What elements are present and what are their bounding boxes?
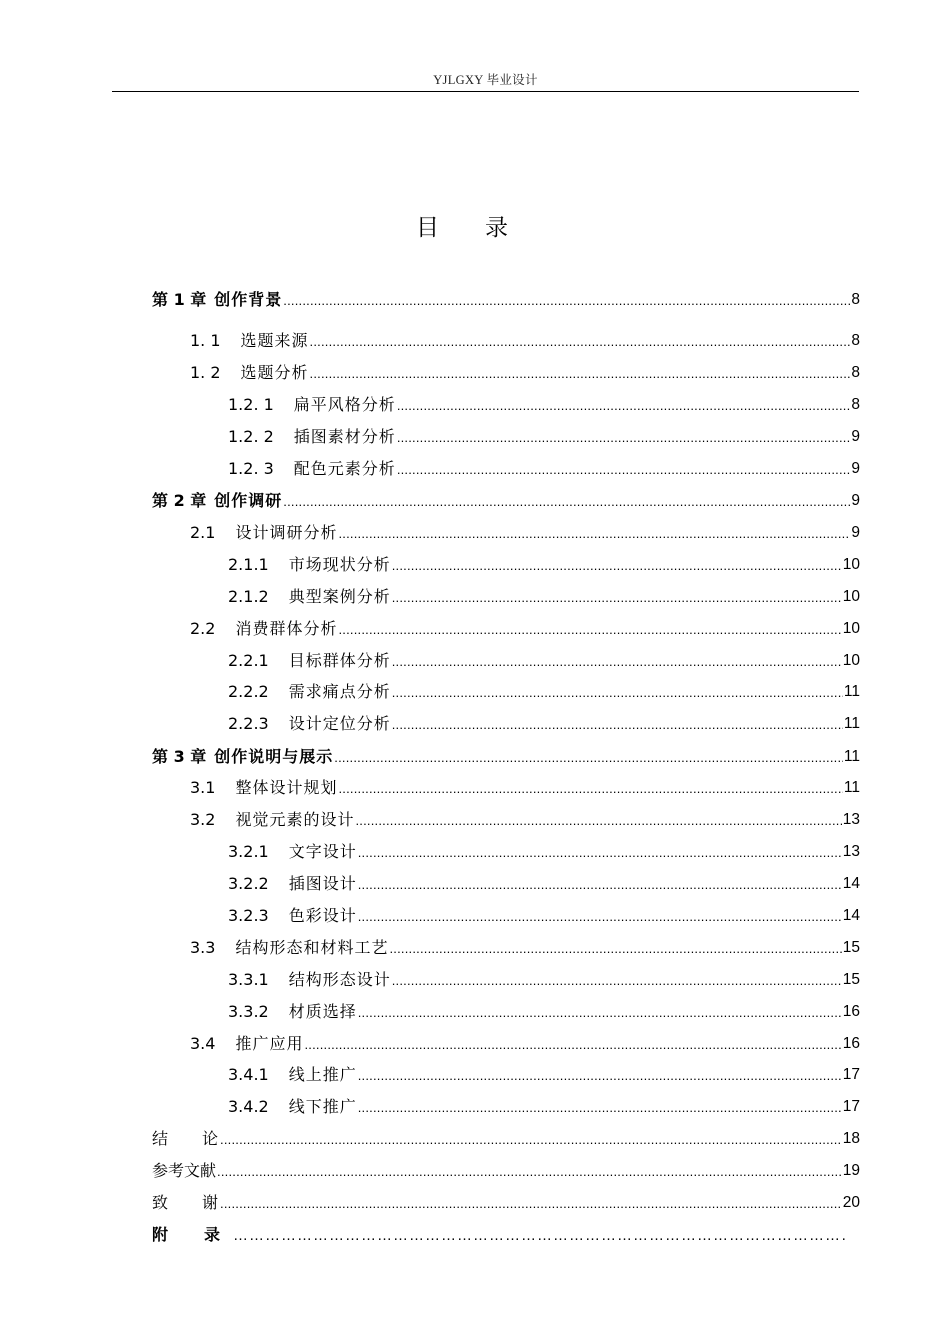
toc-entry-number: 3.3.2 — [228, 1002, 269, 1021]
toc-entry-page: 17 — [842, 1066, 860, 1083]
toc-entry[interactable] — [190, 934, 860, 958]
toc-leader-dots — [217, 1163, 842, 1181]
toc-entry-page: 9 — [851, 428, 860, 445]
page-header: YJLGXY 毕业设计 — [112, 70, 859, 92]
toc-entry-page: 10 — [842, 620, 860, 637]
toc-entry-title: 线下推广 — [288, 1097, 357, 1116]
toc-entry-number: 3.2.1 — [228, 842, 269, 861]
toc-entry-number: 2.2 — [190, 619, 216, 638]
toc-leader-dots — [392, 653, 842, 671]
toc-entry-number: 3.4.1 — [228, 1065, 269, 1084]
toc-entry-number: 1.2. 2 — [228, 427, 274, 446]
toc-leader-dots — [233, 1227, 847, 1245]
toc-entry-title: 选题来源 — [240, 331, 309, 350]
toc-entry[interactable] — [152, 1157, 860, 1181]
toc-entry-title: 配色元素分析 — [293, 459, 396, 478]
toc-entry-title: 结构形态和材料工艺 — [235, 938, 389, 957]
toc-entry-page: 14 — [842, 875, 860, 892]
toc-entry[interactable] — [190, 359, 860, 383]
toc-entry[interactable] — [228, 551, 860, 575]
toc-entry-title: 选题分析 — [240, 363, 309, 382]
toc-leader-dots — [397, 397, 851, 415]
toc-entry-page: 16 — [842, 1035, 860, 1052]
toc-leader-dots — [392, 684, 843, 702]
page-title: 目录 — [416, 215, 554, 241]
toc-entry[interactable] — [228, 423, 860, 447]
toc-entry-title: 整体设计规划 — [235, 778, 338, 797]
toc-entry-title: 插图设计 — [288, 874, 357, 893]
toc-entry-page: 11 — [843, 683, 860, 700]
toc-entry-number: 3.1 — [190, 778, 216, 797]
toc-entry-page: 16 — [842, 1003, 860, 1020]
toc-entry[interactable] — [190, 519, 860, 543]
toc-leader-dots — [392, 557, 842, 575]
toc-entry[interactable] — [152, 1221, 848, 1245]
toc-entry-number: 1. 2 — [190, 363, 221, 382]
toc-entry-title: 创作背景 — [214, 290, 283, 309]
toc-leader-dots — [283, 292, 850, 310]
toc-entry-number: 第 2 章 — [152, 491, 207, 510]
toc-entry[interactable] — [190, 1030, 860, 1054]
toc-entry-page: 10 — [842, 556, 860, 573]
toc-entry-page: 11 — [843, 748, 860, 765]
toc-entry-number: 1.2. 1 — [228, 395, 274, 414]
toc-entry-title: 结构形态设计 — [288, 970, 391, 989]
toc-entry-number: 致 — [152, 1193, 169, 1212]
toc-entry-page: 9 — [851, 524, 860, 541]
toc-entry[interactable] — [228, 391, 860, 415]
toc-entry[interactable] — [152, 1125, 860, 1149]
toc-entry-number: 1. 1 — [190, 331, 221, 350]
toc-entry[interactable] — [190, 615, 860, 639]
toc-entry-page: 15 — [842, 971, 860, 988]
toc-entry-number: 第 1 章 — [152, 290, 207, 309]
toc-entry-number: 3.2.2 — [228, 874, 269, 893]
toc-entry-title: 消费群体分析 — [235, 619, 338, 638]
toc-entry-number: 2.2.1 — [228, 651, 269, 670]
toc-leader-dots — [220, 1131, 842, 1149]
toc-entry[interactable] — [228, 1093, 860, 1117]
toc-leader-dots — [392, 589, 842, 607]
toc-entry-title: 线上推广 — [288, 1065, 357, 1084]
toc-leader-dots — [338, 621, 841, 639]
toc-entry-page: 13 — [842, 843, 860, 860]
toc-entry[interactable] — [152, 286, 860, 310]
toc-entry[interactable] — [228, 902, 860, 926]
toc-leader-dots — [397, 461, 851, 479]
toc-entry-title: 谢 — [202, 1193, 220, 1212]
toc-entry-number: 2.1.2 — [228, 587, 269, 606]
toc-entry[interactable] — [228, 583, 860, 607]
toc-entry[interactable] — [228, 678, 860, 702]
toc-entry-title: 创作调研 — [214, 491, 283, 510]
toc-entry-title: 视觉元素的设计 — [235, 810, 355, 829]
toc-entry-number: 结 — [152, 1129, 169, 1148]
toc-entry[interactable] — [228, 838, 860, 862]
toc-entry-title: 文字设计 — [288, 842, 357, 861]
toc-entry-page: 13 — [842, 811, 860, 828]
toc-entry-number: 3.3.1 — [228, 970, 269, 989]
toc-entry-page: 8 — [851, 332, 860, 349]
toc-entry-title: 典型案例分析 — [288, 587, 391, 606]
toc-leader-dots — [310, 365, 851, 383]
toc-entry-number: 2.1 — [190, 523, 216, 542]
toc-entry-title: 材质选择 — [288, 1002, 357, 1021]
toc-entry[interactable] — [152, 1189, 860, 1213]
toc-entry-page: 9 — [851, 460, 860, 477]
toc-entry[interactable] — [228, 710, 860, 734]
toc-entry[interactable] — [228, 1061, 860, 1085]
toc-entry-page: 10 — [842, 588, 860, 605]
toc-leader-dots — [334, 749, 843, 767]
toc-entry-number: 3.2 — [190, 810, 216, 829]
toc-entry-number: 2.2.3 — [228, 714, 269, 733]
toc-leader-dots — [304, 1036, 841, 1054]
toc-entry-number: 3.4.2 — [228, 1097, 269, 1116]
toc-entry-number: 2.2.2 — [228, 682, 269, 701]
toc-entry[interactable] — [190, 774, 860, 798]
toc-leader-dots — [355, 812, 841, 830]
toc-entry-number: 参考文献 — [152, 1161, 217, 1180]
toc-entry-number: 1.2. 3 — [228, 459, 274, 478]
toc-entry-title: 插图素材分析 — [293, 427, 396, 446]
toc-entry-page: 19 — [842, 1162, 860, 1179]
toc-leader-dots — [358, 876, 842, 894]
toc-leader-dots — [397, 429, 851, 447]
toc-entry-page: 8 — [851, 364, 860, 381]
toc-entry-number: 3.3 — [190, 938, 216, 957]
toc-entry-page: 8 — [851, 291, 860, 308]
toc-entry-title: 市场现状分析 — [288, 555, 391, 574]
toc-entry[interactable] — [190, 327, 860, 351]
toc-entry-number: 3.2.3 — [228, 906, 269, 925]
toc-entry-page: 11 — [843, 715, 860, 732]
toc-entry-page: 17 — [842, 1098, 860, 1115]
toc-entry-number: 第 3 章 — [152, 747, 207, 766]
toc-entry-page: 9 — [851, 492, 860, 509]
toc-leader-dots — [358, 1099, 842, 1117]
toc-leader-dots — [392, 716, 843, 734]
toc-leader-dots — [358, 1004, 842, 1022]
toc-entry-number: 3.4 — [190, 1034, 216, 1053]
toc-entry[interactable] — [228, 998, 860, 1022]
toc-entry-title: 设计定位分析 — [288, 714, 391, 733]
toc-entry-page: 11 — [843, 779, 860, 796]
toc-leader-dots — [389, 940, 841, 958]
toc-entry[interactable] — [228, 455, 860, 479]
toc-leader-dots — [283, 493, 850, 511]
toc-leader-dots — [358, 844, 842, 862]
toc-entry-page: 14 — [842, 907, 860, 924]
toc-entry-title: 扁平风格分析 — [293, 395, 396, 414]
toc-leader-dots — [310, 333, 851, 351]
toc-entry[interactable] — [152, 743, 860, 767]
toc-entry-title: 创作说明与展示 — [214, 747, 334, 766]
toc-leader-dots — [338, 525, 850, 543]
toc-entry[interactable] — [190, 806, 860, 830]
toc-entry[interactable] — [228, 966, 860, 990]
toc-entry[interactable] — [228, 870, 860, 894]
toc-leader-dots — [358, 1067, 842, 1085]
toc-entry-title: 推广应用 — [235, 1034, 304, 1053]
toc-entry-title: 论 — [202, 1129, 220, 1148]
toc-entry-title: 需求痛点分析 — [288, 682, 391, 701]
toc-entry[interactable] — [152, 487, 860, 511]
toc-entry-title: 目标群体分析 — [288, 651, 391, 670]
toc-entry-page: 20 — [842, 1194, 860, 1211]
toc-entry-title: 色彩设计 — [288, 906, 357, 925]
toc-entry-number: 附 — [152, 1225, 169, 1244]
toc-entry-page: 8 — [851, 396, 860, 413]
toc-entry[interactable] — [228, 647, 860, 671]
toc-leader-dots — [338, 780, 842, 798]
toc-entry-page: 15 — [842, 939, 860, 956]
toc-leader-dots — [392, 972, 842, 990]
toc-entry-title: 录 — [204, 1225, 222, 1244]
toc-leader-dots — [358, 908, 842, 926]
toc-entry-page: 10 — [842, 652, 860, 669]
toc-entry-page: 18 — [842, 1130, 860, 1147]
toc-entry-number: 2.1.1 — [228, 555, 269, 574]
toc-entry-title: 设计调研分析 — [235, 523, 338, 542]
toc-leader-dots — [220, 1195, 842, 1213]
